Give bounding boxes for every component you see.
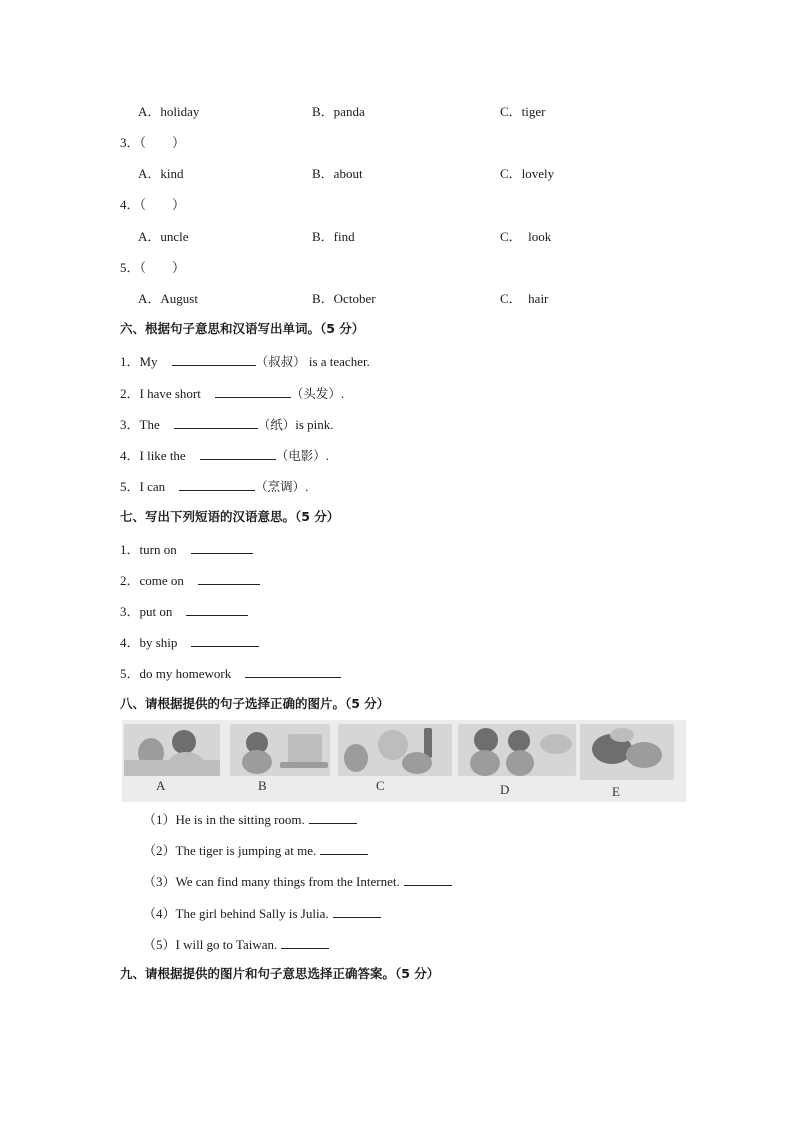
part7-item-2-text: 2．come on [120,573,184,588]
part8-item-1-text: （1）He is in the sitting room. [143,812,305,827]
picture-c-label: C [376,778,385,793]
q2-option-a: A．holiday [138,104,200,119]
part6-item-1-pre: 1．My [120,354,158,369]
part7-item-1-blank[interactable] [191,540,253,554]
part8-item-2 [143,841,368,860]
part8-item-3-text: （3）We can find many things from the Internet. [143,874,400,889]
part8-item-2-text: （2）The tiger is jumping at me. [143,843,317,858]
part7-item-4-text: 4．by ship [120,635,178,650]
section-8-heading: 八、请根据提供的句子选择正确的图片。（5 分） [120,696,390,711]
part6-item-5-blank[interactable] [179,477,255,491]
part6-item-4-post: . [325,448,329,463]
part6-item-2-pre: 2．I have short [120,386,201,401]
part7-item-2 [120,571,260,590]
part6-item-1-blank[interactable] [172,352,256,366]
q3-option-b: B．about [312,166,363,181]
part8-item-5 [143,935,329,954]
part6-item-3-pre: 3．The [120,417,160,432]
q3-option-a: A．kind [138,166,184,181]
part6-item-3 [120,415,334,434]
part6-item-4-pre: 4．I like the [120,448,186,463]
picture-strip [122,720,686,802]
part8-item-4-text: （4）The girl behind Sally is Julia. [143,906,329,921]
picture-b-label: B [258,778,267,793]
part6-item-2-post: . [340,386,345,401]
part7-item-3-blank[interactable] [186,602,248,616]
part7-item-3-text: 3．put on [120,604,173,619]
part8-item-2-blank[interactable] [320,841,368,855]
q2-option-b: B．panda [312,104,365,119]
picture-e[interactable] [580,724,674,780]
q3-number: 3．（ ） [120,135,186,150]
part6-item-1-post: is a teacher. [305,354,370,369]
part7-item-5-text: 5．do my homework [120,666,232,681]
picture-d[interactable] [458,724,576,776]
section-9-heading: 九、请根据提供的图片和句子意思选择正确答案。（5 分） [120,966,440,981]
part8-item-1-blank[interactable] [309,810,357,824]
part8-item-4-blank[interactable] [333,904,381,918]
section-7-heading: 七、写出下列短语的汉语意思。（5 分） [120,509,340,524]
part8-item-1 [143,810,357,829]
part7-item-5-blank[interactable] [245,664,341,678]
part7-item-3 [120,602,248,621]
part6-item-5-pre: 5．I can [120,479,166,494]
picture-d-label: D [500,782,510,797]
q5-option-c: C． hair [500,291,549,306]
part8-item-5-blank[interactable] [281,935,329,949]
part6-item-5-hint: （烹调） [255,479,306,494]
part8-item-3 [143,872,452,891]
part6-item-4-blank[interactable] [200,446,276,460]
part6-item-1 [120,352,370,371]
part6-item-4 [120,446,329,465]
part6-item-3-hint: （纸） [257,417,296,432]
q3-option-c: C．lovely [500,166,555,181]
part8-item-3-blank[interactable] [404,872,452,886]
part7-item-1 [120,540,253,559]
q5-option-b: B．October [312,291,376,306]
section-6-heading: 六、根据句子意思和汉语写出单词。（5 分） [120,321,365,336]
part6-item-5-post: . [305,479,309,494]
picture-a-label: A [156,778,166,793]
q5-option-a: A．August [138,291,198,306]
q4-option-c: C． look [500,229,552,244]
q5-number: 5．（ ） [120,260,186,275]
part8-item-5-text: （5）I will go to Taiwan. [143,937,278,952]
part8-item-4 [143,904,381,923]
part6-item-3-post: is pink. [295,417,334,432]
q4-number: 4．（ ） [120,197,186,212]
part6-item-3-blank[interactable] [174,415,258,429]
part6-item-4-hint: （电影） [275,448,326,463]
part7-item-1-text: 1．turn on [120,542,177,557]
part7-item-4-blank[interactable] [191,633,259,647]
part6-item-2 [120,384,344,403]
picture-e-label: E [612,784,620,799]
q4-option-a: A．uncle [138,229,189,244]
picture-b[interactable] [230,724,330,776]
part6-item-1-hint: （叔叔） [255,354,306,369]
part7-item-5 [120,664,341,683]
part6-item-2-blank[interactable] [215,384,291,398]
picture-a[interactable] [124,724,220,776]
part6-item-5 [120,477,308,496]
q2-option-c: C．tiger [500,104,546,119]
part7-item-4 [120,633,259,652]
part6-item-2-hint: （头发） [290,386,341,401]
q4-option-b: B．find [312,229,355,244]
picture-c[interactable] [338,724,452,776]
part7-item-2-blank[interactable] [198,571,260,585]
